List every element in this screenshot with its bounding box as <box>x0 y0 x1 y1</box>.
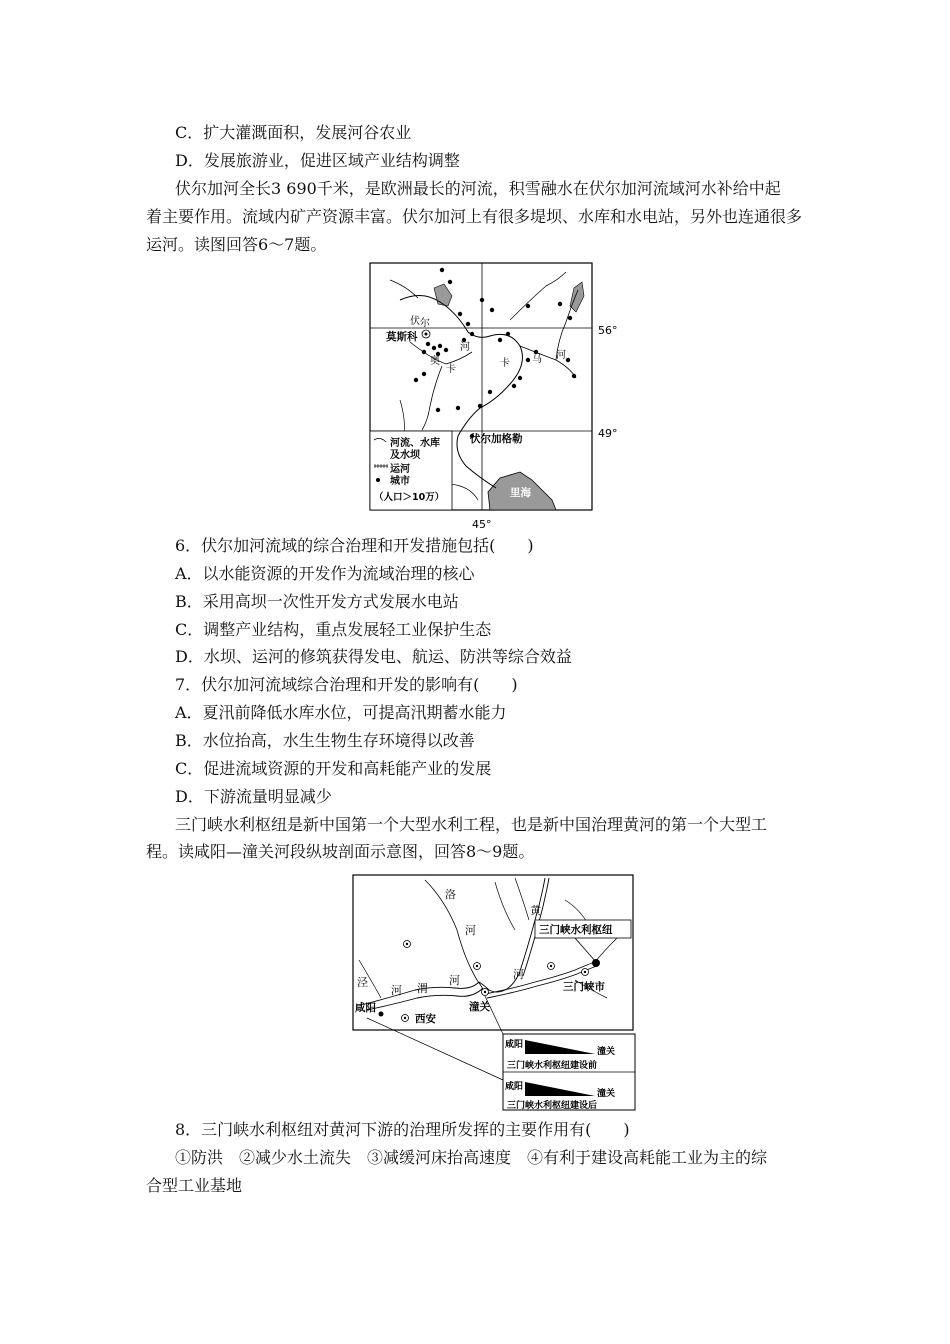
dam-label: 三门峡水利枢纽 <box>539 924 613 936</box>
q6-option-d: D．水坝、运河的修筑获得发电、航运、防洪等综合效益 <box>175 647 572 666</box>
volgograd-label: 伏尔加格勒 <box>470 433 523 445</box>
intro-volga-line3: 运河。读图回答6～7题。 <box>146 235 327 254</box>
volga-char-1: 伏 <box>410 316 420 327</box>
legend-river: 河流、水库 <box>390 438 440 449</box>
q6-stem: 6．伏尔加河流域的综合治理和开发措施包括( ) <box>175 536 534 555</box>
profile-after-label: 三门峡水利枢纽建设后 <box>507 1101 598 1111</box>
q7-stem: 7．伏尔加河流域综合治理和开发的影响有( ) <box>175 675 518 694</box>
huang-char: 黄 <box>530 904 541 917</box>
moscow-label: 莫斯科 <box>386 331 418 343</box>
luo-char-1: 洛 <box>445 888 456 901</box>
sanmenxia-map <box>345 870 645 1115</box>
intro-sanmenxia-line1: 三门峡水利枢纽是新中国第一个大型水利工程，也是新中国治理黄河的第一个大型工 <box>175 815 768 834</box>
sanmenxia-city-label: 三门峡市 <box>563 981 605 993</box>
tongguan-label: 潼关 <box>469 1001 490 1013</box>
legend-city-note: （人口＞10万） <box>374 492 445 503</box>
he2-char: 河 <box>391 984 402 997</box>
q7-option-c: C．促进流域资源的开发和高耗能产业的发展 <box>175 759 492 778</box>
kama-char-3: 河 <box>556 350 566 361</box>
q8-options-line2: 合型工业基地 <box>146 1176 243 1195</box>
xian-label: 西安 <box>415 1013 436 1025</box>
intro-volga-line2: 着主要作用。流域内矿产资源丰富。伏尔加河上有很多堤坝、水库和水电站，另外也连通很多 <box>146 207 803 226</box>
profile-before-to: 潼关 <box>597 1047 616 1057</box>
jing-char: 泾 <box>357 976 368 989</box>
intro-volga-line1: 伏尔加河全长3 690千米，是欧洲最长的河流，积雪融水在伏尔加河流域河水补给中起 <box>175 179 781 198</box>
q8-options-line1: ①防洪 ②减少水土流失 ③减缓河床抬高速度 ④有利于建设高耗能工业为主的综 <box>175 1148 768 1167</box>
kama-char-2: 马 <box>532 354 542 365</box>
legend-canal: 运河 <box>390 464 410 475</box>
wei-char-2: 河 <box>449 974 460 987</box>
wei-char-1: 渭 <box>417 982 428 995</box>
q6-option-c: C．调整产业结构，重点发展轻工业保护生态 <box>175 620 492 639</box>
volga-map <box>360 260 630 535</box>
lat-49-label: 49° <box>598 427 618 440</box>
q6-option-a: A．以水能资源的开发作为流域治理的核心 <box>175 564 475 583</box>
profile-after-from: 咸阳 <box>505 1082 524 1092</box>
profile-after-to: 潼关 <box>597 1089 616 1099</box>
kama-char-1: 卡 <box>500 358 510 369</box>
volga-char-2: 尔 <box>420 318 430 329</box>
q8-stem: 8．三门峡水利枢纽对黄河下游的治理所发挥的主要作用有( ) <box>175 1120 630 1139</box>
q5-option-c: C．扩大灌溉面积，发展河谷农业 <box>175 123 412 142</box>
oka-char-2: 卡 <box>446 364 456 375</box>
profile-before-from: 咸阳 <box>505 1040 524 1050</box>
legend-dam: 及水坝 <box>390 450 420 461</box>
lon-45-label: 45° <box>472 518 492 531</box>
q7-option-d: D．下游流量明显减少 <box>175 787 332 806</box>
luo-char-2: 河 <box>465 924 476 937</box>
legend-city: 城市 <box>390 476 410 487</box>
oka-char-1: 奥 <box>430 356 440 367</box>
volga-char-3: 河 <box>460 342 470 353</box>
q7-option-b: B．水位抬高，水生生物生存环境得以改善 <box>175 731 475 750</box>
q7-option-a: A．夏汛前降低水库水位，可提高汛期蓄水能力 <box>175 703 507 722</box>
q6-option-b: B．采用高坝一次性开发方式发展水电站 <box>175 592 459 611</box>
profile-before-label: 三门峡水利枢纽建设前 <box>507 1061 598 1071</box>
q5-option-d: D．发展旅游业，促进区域产业结构调整 <box>175 151 460 170</box>
xianyang-label: 咸阳 <box>355 1002 376 1014</box>
he-char: 河 <box>513 968 524 981</box>
caspian-label: 里海 <box>510 487 531 499</box>
intro-sanmenxia-line2: 程。读咸阳—潼关河段纵坡剖面示意图，回答8～9题。 <box>146 842 535 861</box>
lat-56-label: 56° <box>598 324 618 337</box>
